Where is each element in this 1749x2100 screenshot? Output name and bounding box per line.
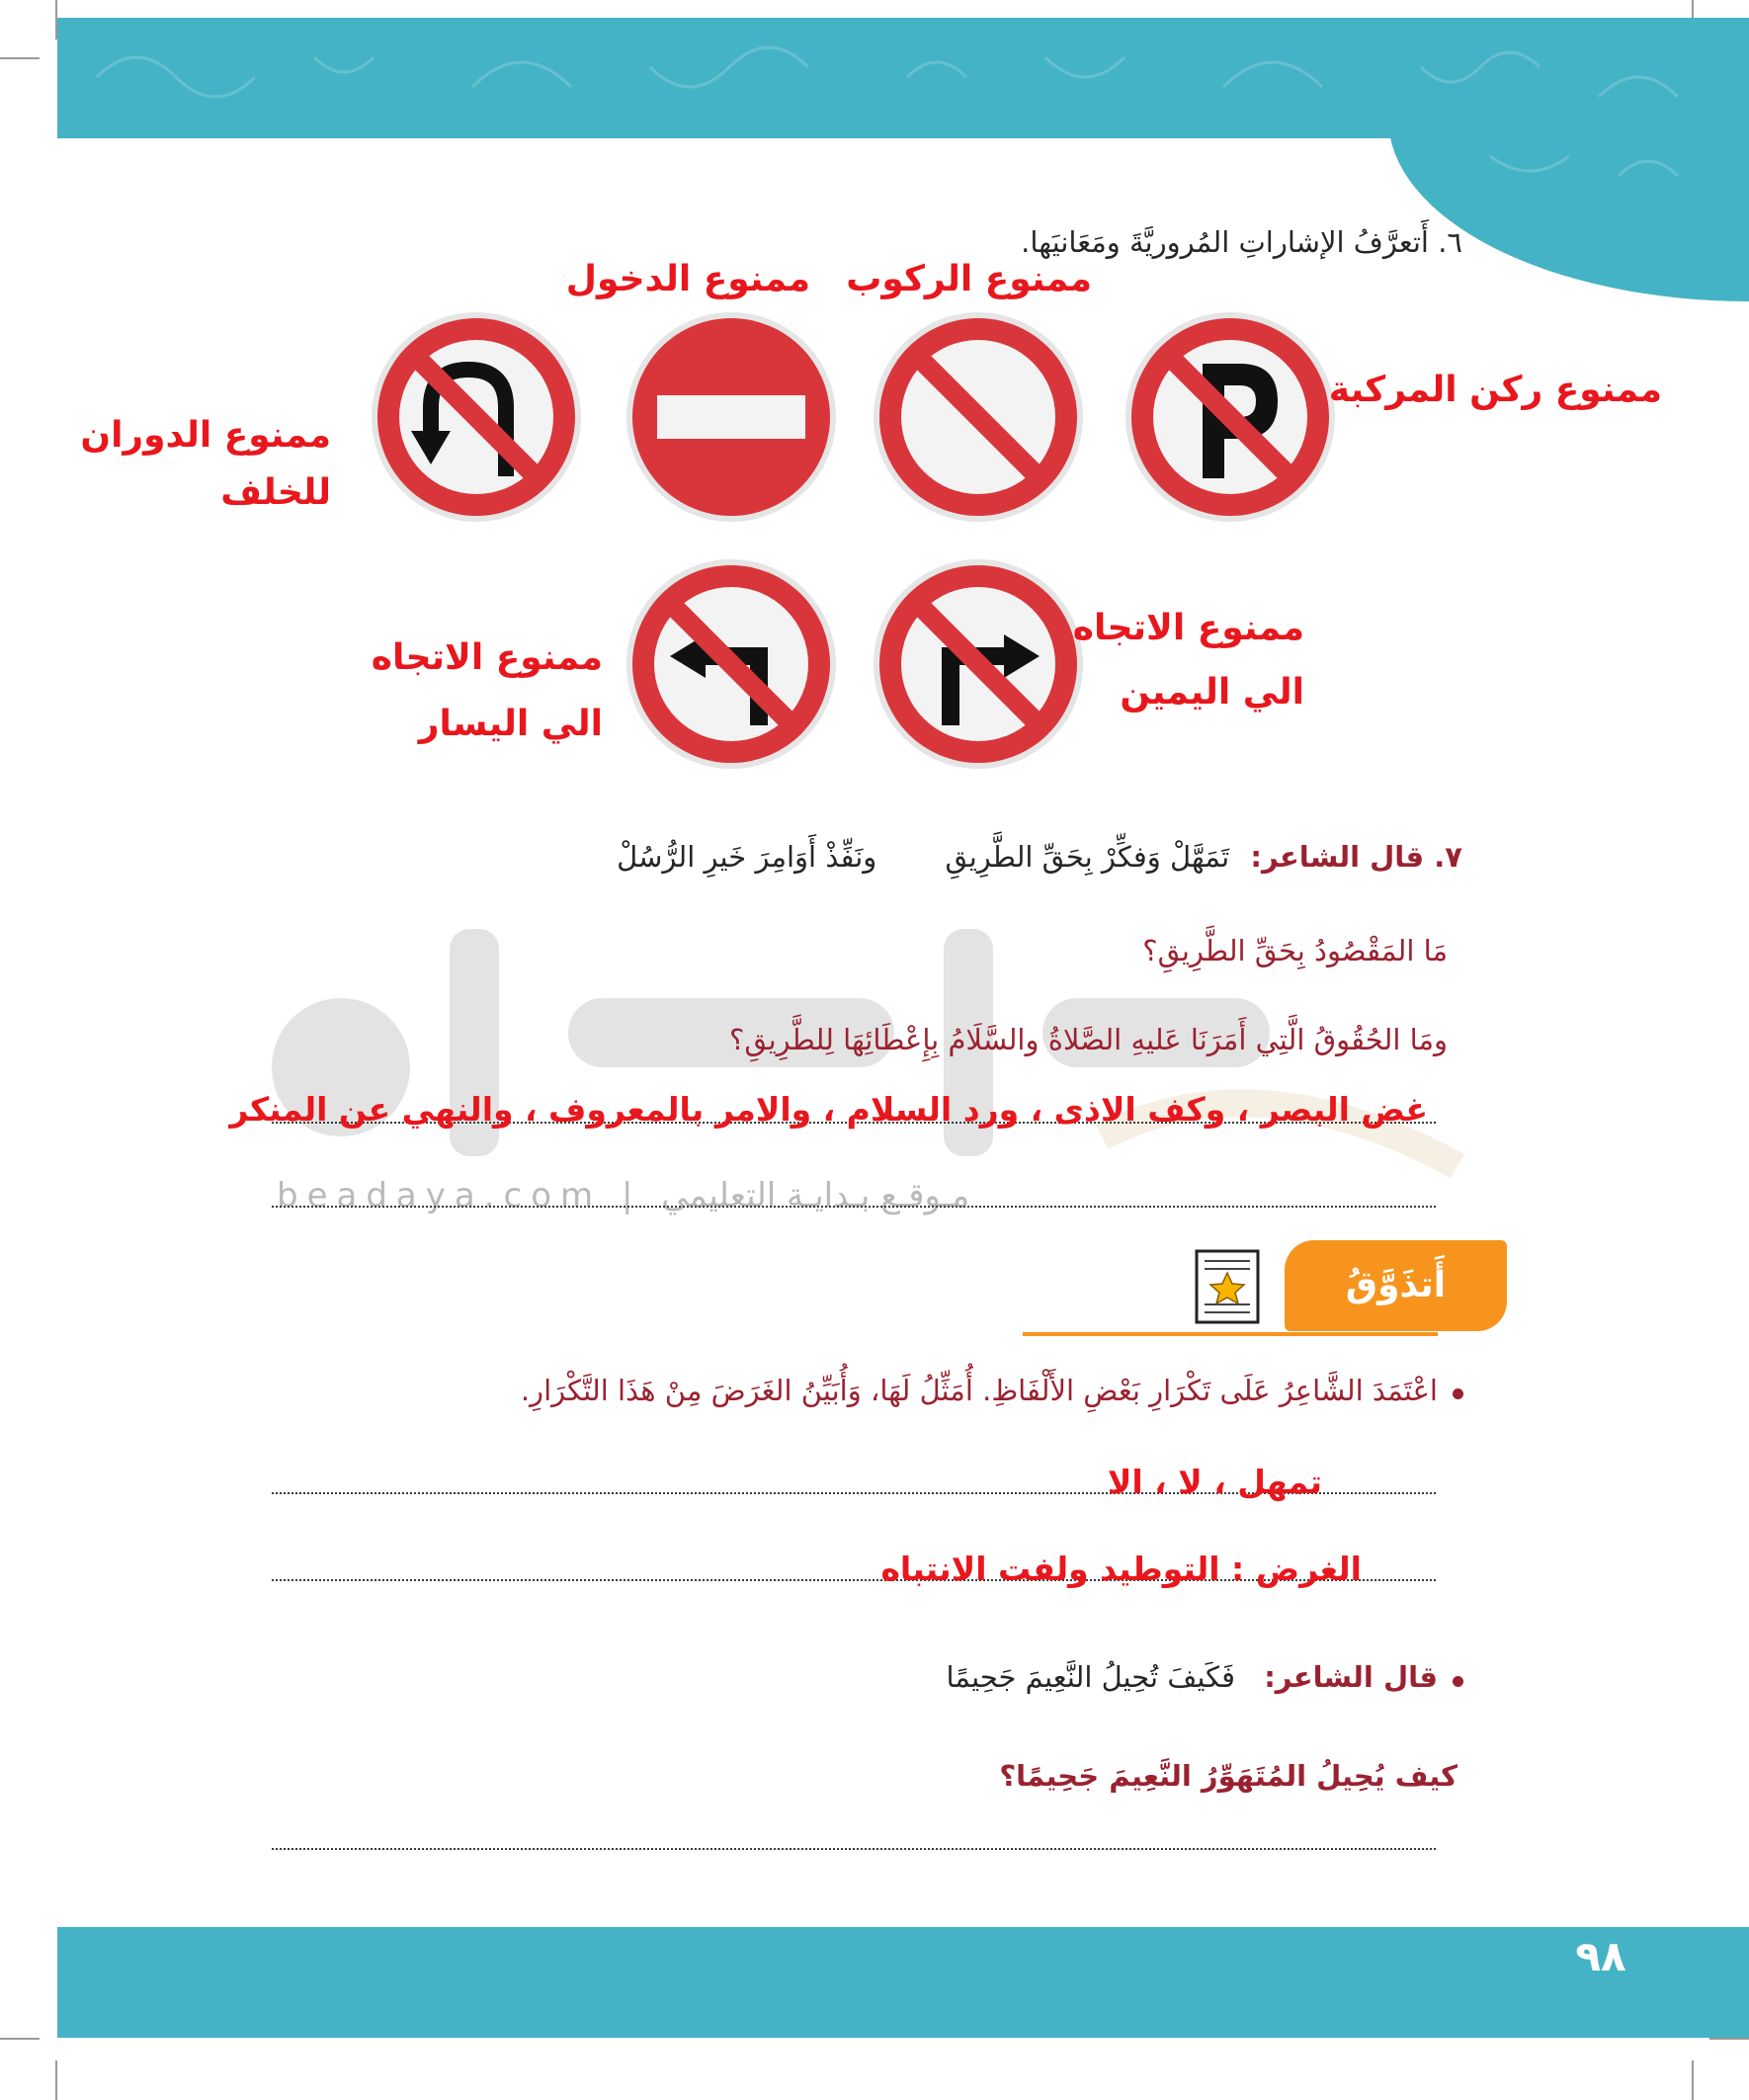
- label-no-parking: ممنوع ركن المركبة: [1328, 370, 1662, 410]
- q7-verse-part2: ونَفِّذْ أَوَامِرَ خَيرِ الرُّسُلْ: [617, 840, 877, 874]
- header-pattern: [57, 18, 1749, 215]
- bullet: [1453, 1676, 1463, 1687]
- star-document-icon: [1193, 1247, 1262, 1326]
- tadhawwaq-bullet2-verse: فَكَيفَ تُحِيلُ النَّعِيمَ جَحِيمًا: [946, 1660, 1235, 1694]
- no-parking-sign-icon: [1122, 308, 1339, 526]
- watermark-text: beadaya.com | مـوقـع بـدايـة التعليمي: [277, 1176, 970, 1216]
- section-underline: [1023, 1332, 1438, 1336]
- label-no-right-turn-1: ممنوع الاتجاه: [1072, 608, 1304, 648]
- watermark-latin: beadaya.com: [277, 1176, 603, 1216]
- answer-line: [272, 1848, 1436, 1850]
- label-no-riding: ممنوع الركوب: [846, 259, 1092, 299]
- no-riding-sign-icon: [870, 308, 1087, 526]
- q7-verse-part1: تَمَهَّلْ وَفكِّرْ بِحَقِّ الطَّرِيقِ: [945, 840, 1230, 874]
- label-no-u-turn-2: للخلف: [220, 472, 331, 513]
- no-right-turn-sign-icon: [870, 555, 1087, 773]
- section-tab-label: أَتذَوَّقُ: [1345, 1265, 1447, 1305]
- answer-line: [272, 1206, 1436, 1208]
- page-number: ٩٨: [1575, 1932, 1626, 1980]
- label-no-entry: ممنوع الدخول: [565, 259, 810, 299]
- footer-band: [57, 1927, 1749, 2038]
- q6-title: ٦. أَتعرَّفُ الإشاراتِ المُروريَّةَ ومَعَانيَها.: [1021, 225, 1462, 259]
- q7-answer: غض البصر ، وكف الاذى ، ورد السلام ، والامر بالمعروف ، والنهي عن المنكر: [229, 1090, 1428, 1129]
- tadhawwaq-question3: كيف يُحِيلُ المُتَهَوِّرُ النَّعِيمَ جَحِيمًا؟: [999, 1759, 1458, 1793]
- watermark-tagline: مـوقـع بـدايـة التعليمي: [661, 1176, 970, 1216]
- tadhawwaq-answer1: تمهل ، لا ، الا: [1107, 1463, 1322, 1501]
- tadhawwaq-answer2: الغرض : التوطيد ولفت الانتباه: [880, 1550, 1362, 1588]
- crop-mark: [0, 2038, 40, 2040]
- tadhawwaq-bullet2-intro: قال الشاعر:: [1264, 1660, 1438, 1694]
- label-no-left-turn-2: الي اليسار: [418, 704, 603, 744]
- crop-mark: [1692, 2060, 1694, 2100]
- q7-question1: مَا المَقْصُودُ بِحَقِّ الطَّرِيقِ؟: [1142, 934, 1448, 967]
- q7-intro: ٧. قال الشاعر:: [1250, 840, 1462, 874]
- label-no-right-turn-2: الي اليمين: [1120, 672, 1304, 713]
- no-left-turn-sign-icon: [623, 555, 840, 773]
- crop-mark: [55, 2060, 57, 2100]
- tadhawwaq-bullet1: اعْتَمَدَ الشَّاعِرُ عَلَى تَكْرَارِ بَعْضِ الأَلْفَاظِ. أُمَثِّلُ لَهَا، وَأُبَيِّنُ الغَرَضَ مِنْ هَذَا التَّكْرَارِ.: [520, 1374, 1438, 1407]
- label-no-left-turn-1: ممنوع الاتجاه: [371, 637, 603, 678]
- bullet: [1453, 1388, 1463, 1399]
- no-entry-sign-icon: [623, 308, 840, 526]
- no-u-turn-sign-icon: [368, 308, 585, 526]
- q7-verse-line: [617, 840, 1462, 874]
- crop-mark: [1709, 2038, 1749, 2040]
- label-no-u-turn-1: ممنوع الدوران: [80, 415, 331, 456]
- tadhawwaq-bullet2: [946, 1660, 1438, 1694]
- q7-question2: ومَا الحُقُوقُ الَّتِي أَمَرَنَا عَليهِ الصَّلاةُ والسَّلَامُ بِإِعْطَائِهَا لِلطَّرِيقِ؟: [729, 1023, 1448, 1056]
- crop-mark: [0, 57, 40, 59]
